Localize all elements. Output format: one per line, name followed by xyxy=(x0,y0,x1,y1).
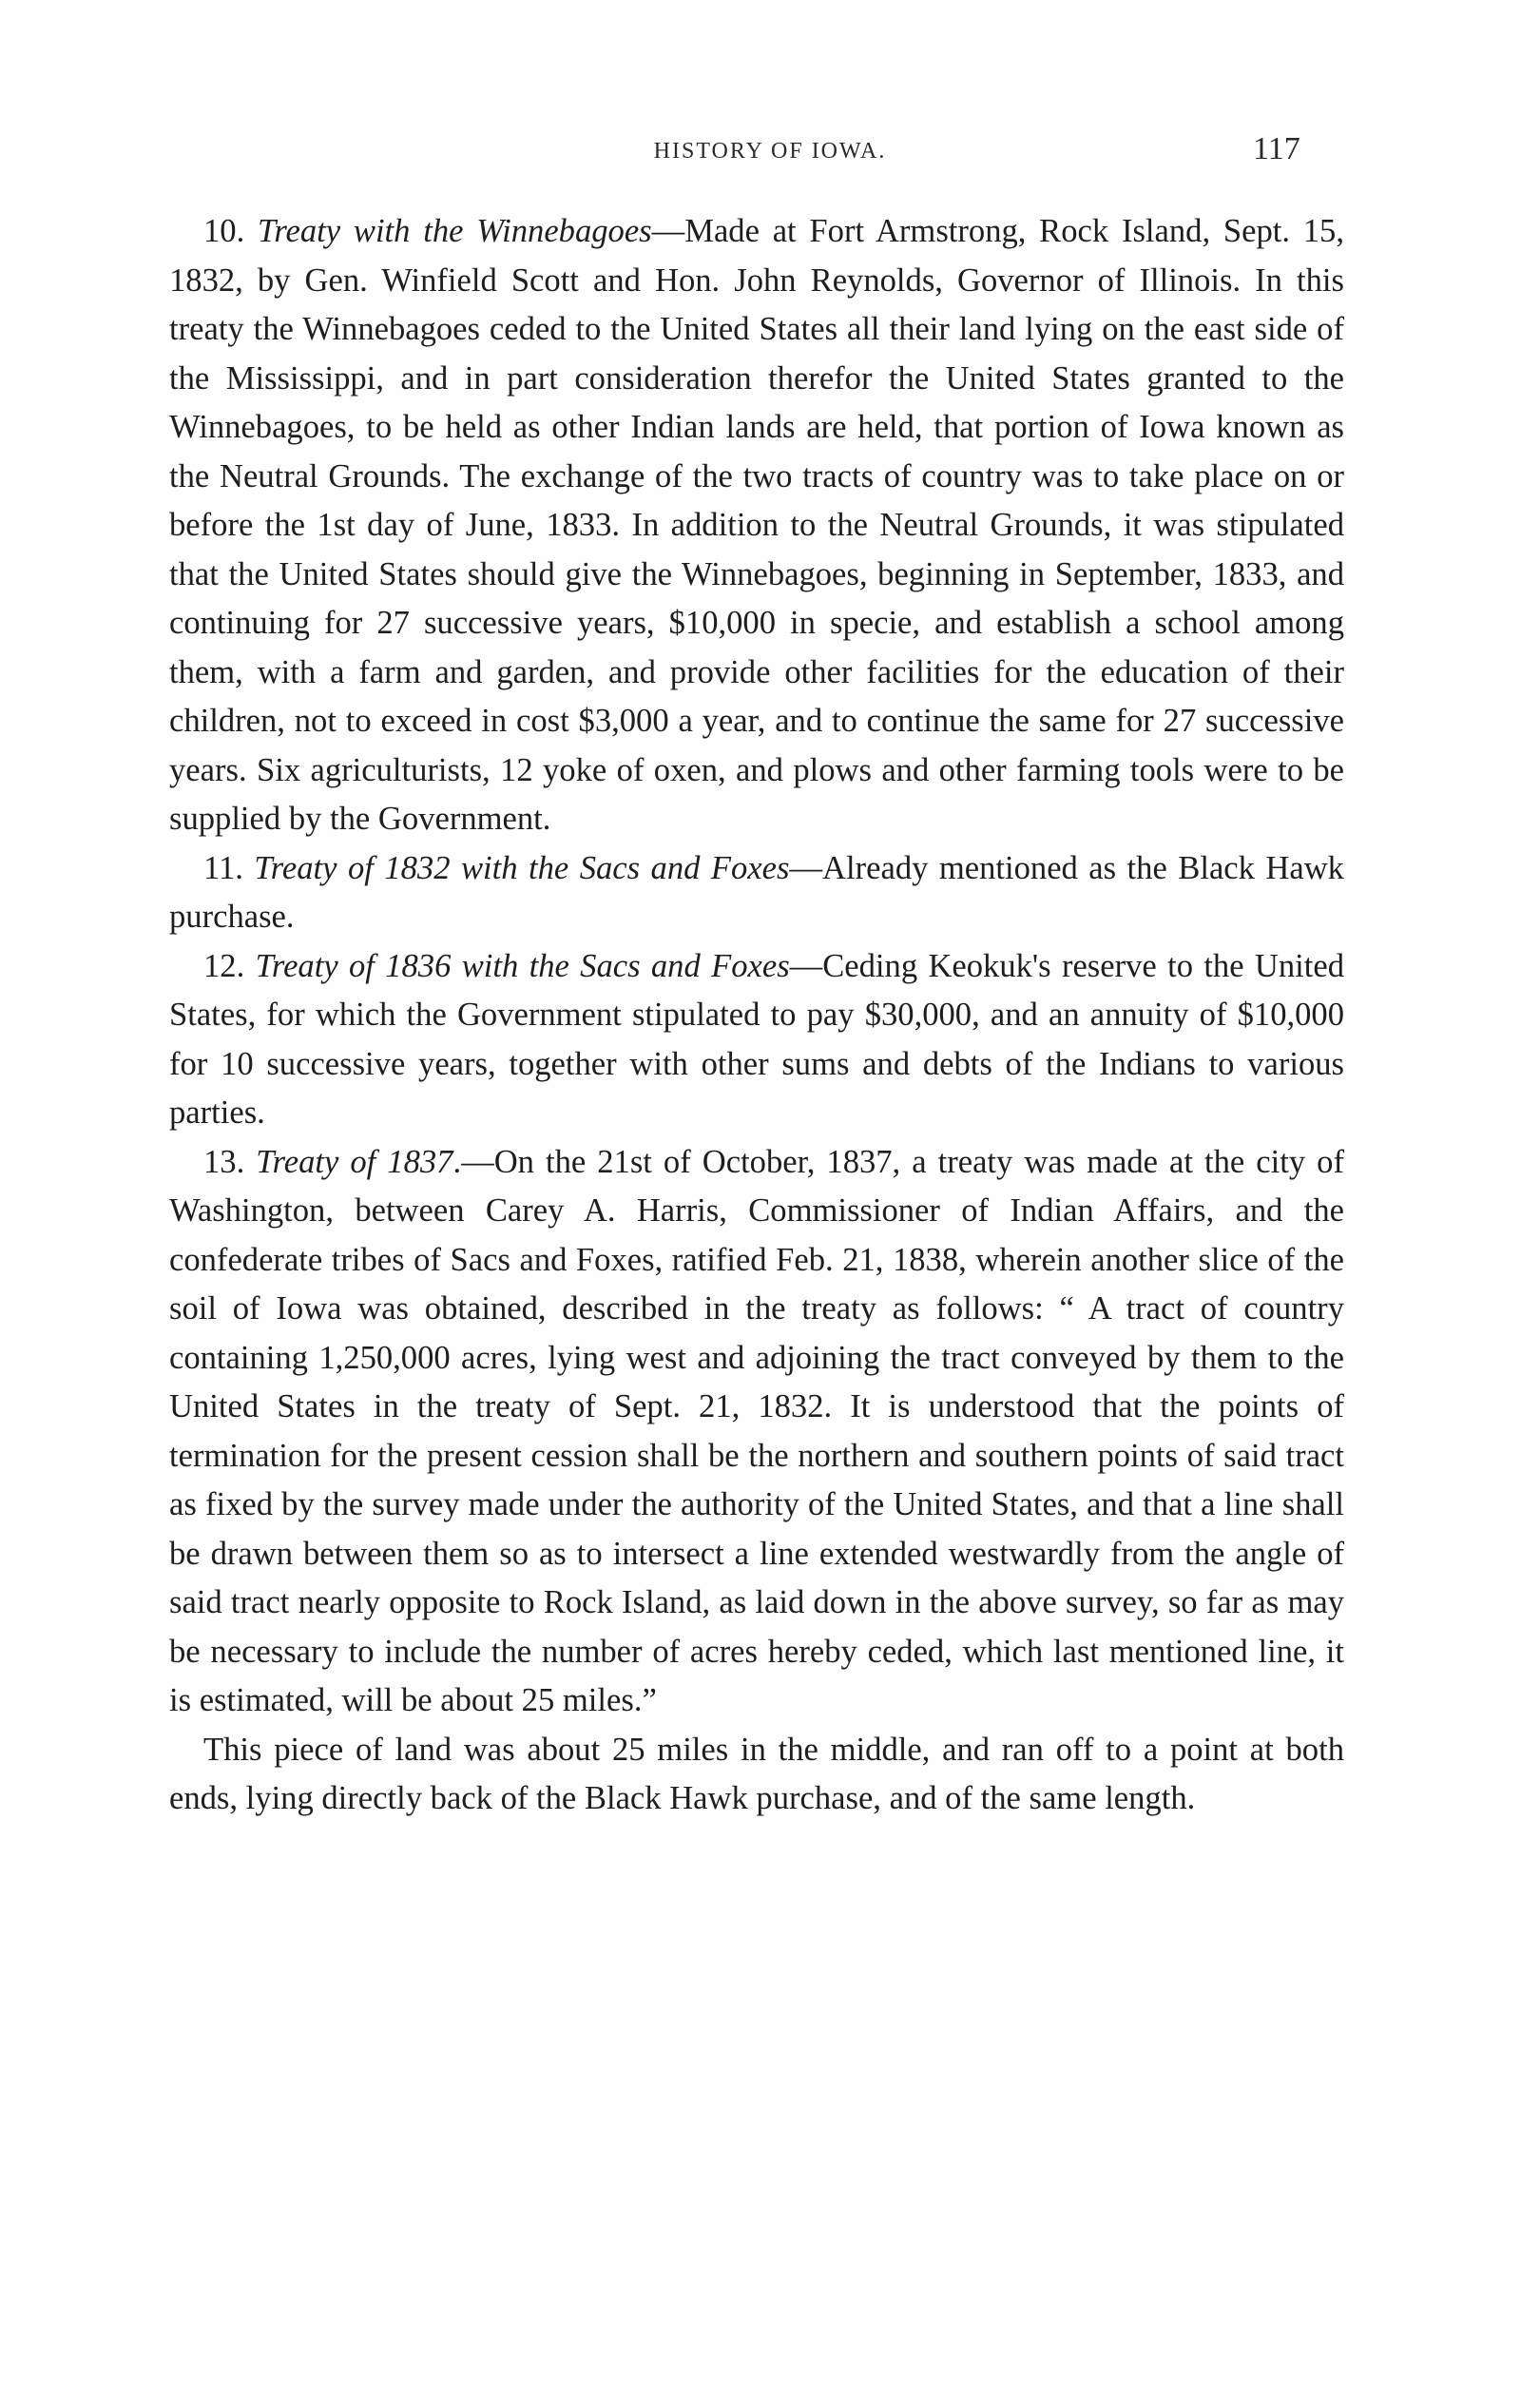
paragraph-number: 12. xyxy=(203,947,245,984)
paragraph-text: —Made at Fort Armstrong, Rock Island, Sept. 15, 1832, by Gen. Winfield Scott and Hon. John Reynolds, Governor of Illinois. In this treaty the Winnebagoes ceded to the United States all their land lying on the east side of the Mississippi, and in part consideration therefor the United States granted to the Winnebagoes, to be held as other Indian lands are held, that portion of Iowa known as the Neutral Grounds. The exchange of the two tracts of country was to take place on or before the 1st day of June, 1833. In addition to the Neutral Grounds, it was stipulated that the United States should give the Winnebagoes, beginning in September, 1833, and continuing for 27 successive years, $10,000 in specie, and establish a school among them, with a farm and garden, and provide other facilities for the education of their children, not to exceed in cost $3,000 a year, and to continue the same for 27 successive years. Six agriculturists, 12 yoke of oxen, and plows and other farming tools were to be supplied by the Government. xyxy=(169,213,1344,837)
paragraph-land-description xyxy=(169,1726,1344,1824)
paragraph-text: This piece of land was about 25 miles in the middle, and ran off to a point at both ends, lying directly back of the Black Hawk purchase, and of the same length. xyxy=(169,1731,1344,1816)
paragraph-text: —Ceding Keokuk's reserve to the United States, for which the Government stipulated to pay $30,000, and an annuity of $10,000 for 10 successive years, together with other sums and debts of the Indians to various parties. xyxy=(169,947,1344,1131)
page-number: 117 xyxy=(1253,131,1300,166)
treaty-title: Treaty of 1832 with the Sacs and Foxes xyxy=(254,849,790,886)
paragraph-treaty-10 xyxy=(169,207,1344,844)
treaty-title: Treaty of 1837 xyxy=(256,1143,453,1180)
paragraph-text: —Already mentioned as the Black Hawk purchase. xyxy=(169,849,1344,935)
paragraph-number: 13. xyxy=(203,1143,245,1180)
paragraph-treaty-11 xyxy=(169,844,1344,942)
body-text xyxy=(169,207,1344,1824)
paragraph-treaty-13 xyxy=(169,1138,1344,1726)
running-title: HISTORY OF IOWA. xyxy=(653,139,887,164)
paragraph-text: .—On the 21st of October, 1837, a treaty was made at the city of Washington, between Carey A. Harris, Commissioner of Indian Affairs, and the confederate tribes of Sacs and Foxes, ratified Feb. 21, 1838, wherein another slice of the soil of Iowa was obtained, described in the treaty as follows: “ A tract of country containing 1,250,000 acres, lying west and adjoining the tract conveyed by them to the United States in the treaty of Sept. 21, 1832. It is understood that the points of termination for the present cession shall be the northern and southern points of said tract as fixed by the survey made under the authority of the United States, and that a line shall be drawn between them so as to intersect a line extended westwardly from the angle of said tract nearly opposite to Rock Island, as laid down in the above survey, so far as may be necessary to include the number of acres hereby ceded, which last mentioned line, it is estimated, will be about 25 miles.” xyxy=(169,1143,1344,1718)
treaty-title: Treaty with the Winnebagoes xyxy=(258,213,652,249)
treaty-title: Treaty of 1836 with the Sacs and Foxes xyxy=(255,947,790,984)
paragraph-treaty-12 xyxy=(169,942,1344,1138)
paragraph-number: 10. xyxy=(203,213,245,249)
paragraph-number: 11. xyxy=(203,849,243,886)
